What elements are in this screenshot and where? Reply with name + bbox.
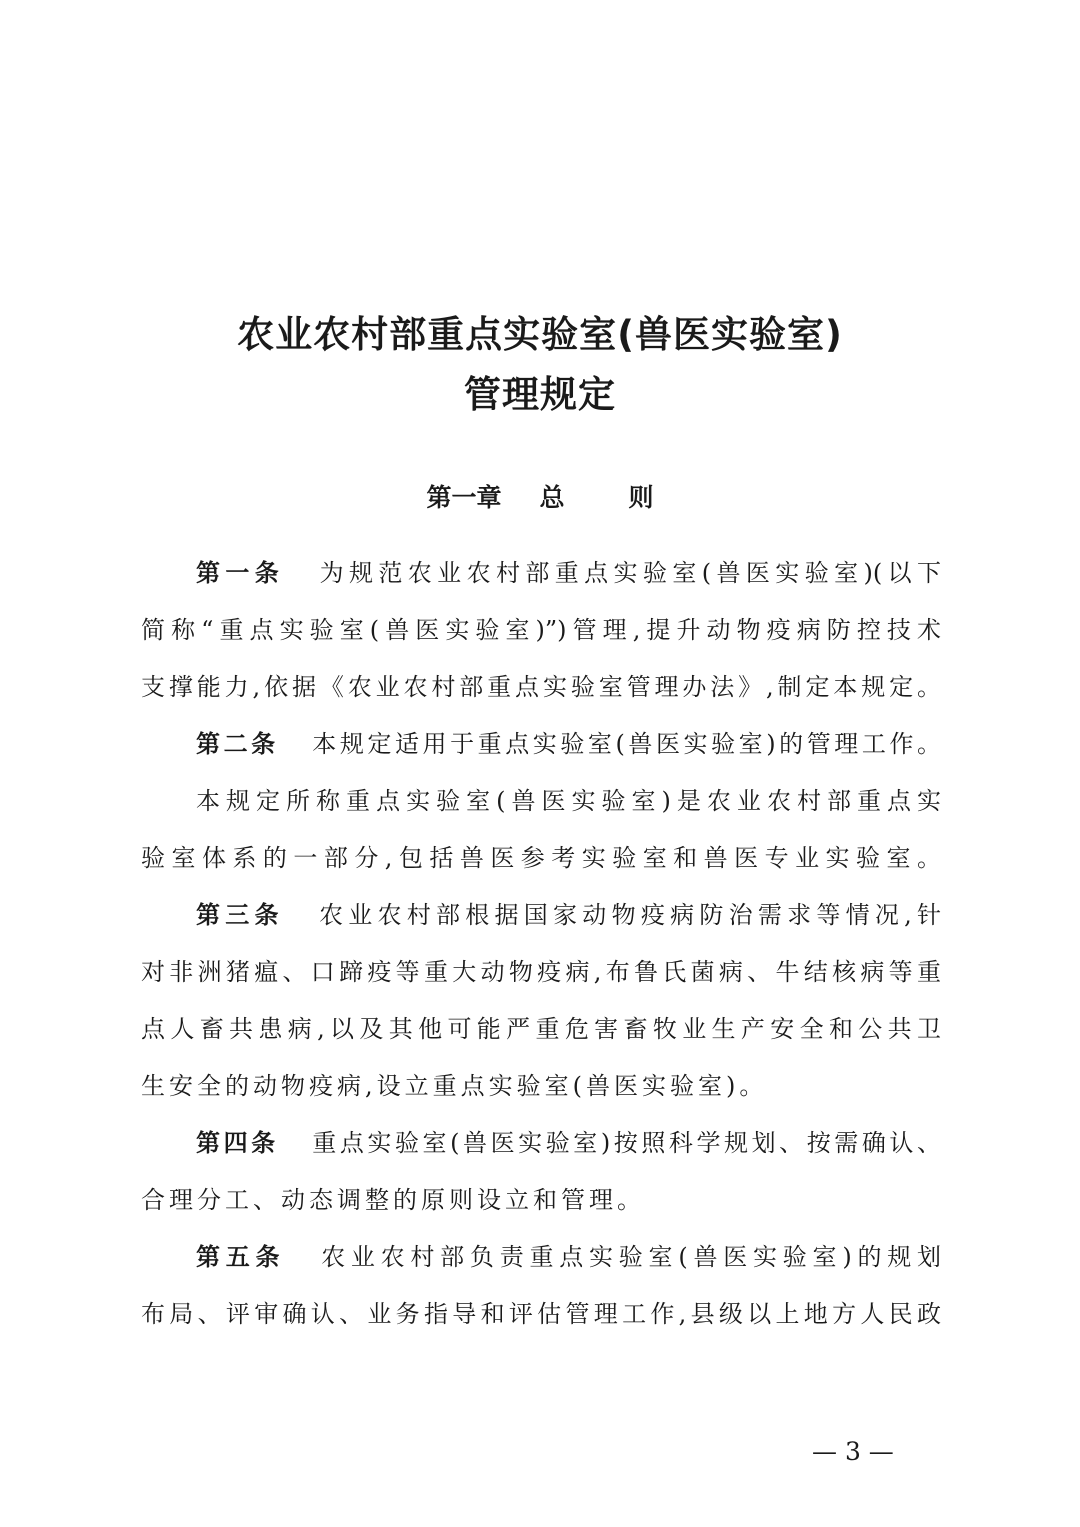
chapter-name-part1: 总	[539, 483, 565, 512]
article-2-paragraph-2-line-2: 验室体系的一部分,包括兽医参考实验室和兽医专业实验室。	[141, 844, 941, 872]
article-2-label: 第二条	[196, 730, 279, 758]
chapter-name-part2: 则	[628, 483, 654, 512]
page-number: — 3 —	[812, 1437, 894, 1466]
chapter-number: 第一章	[426, 483, 502, 512]
article-3-line-1: 第三条 农业农村部根据国家动物疫病防治需求等情况,针	[196, 901, 941, 929]
article-2-line-1: 第二条 本规定适用于重点实验室(兽医实验室)的管理工作。	[196, 730, 941, 758]
article-4-line-1: 第四条 重点实验室(兽医实验室)按照科学规划、按需确认、	[196, 1129, 941, 1157]
article-1-line-3: 支撑能力,依据《农业农村部重点实验室管理办法》,制定本规定。	[141, 673, 941, 701]
document-title-line2: 管理规定	[464, 373, 616, 416]
article-5-label: 第五条	[196, 1243, 286, 1271]
article-4-label: 第四条	[196, 1129, 279, 1157]
article-1-line-2: 简称“重点实验室(兽医实验室)”)管理,提升动物疫病防控技术	[141, 616, 941, 644]
article-2-paragraph-2-line-1: 本规定所称重点实验室(兽医实验室)是农业农村部重点实	[196, 787, 941, 815]
article-3-line-2: 对非洲猪瘟、口蹄疫等重大动物疫病,布鲁氏菌病、牛结核病等重	[141, 958, 941, 986]
article-5-line-1: 第五条 农业农村部负责重点实验室(兽医实验室)的规划	[196, 1243, 941, 1271]
article-1-label: 第一条	[196, 559, 285, 587]
article-4-line-2: 合理分工、动态调整的原则设立和管理。	[141, 1186, 645, 1214]
document-title-line1: 农业农村部重点实验室(兽医实验室)	[237, 313, 843, 356]
article-1-line-1: 第一条 为规范农业农村部重点实验室(兽医实验室)(以下	[196, 559, 941, 587]
article-5-line-2: 布局、评审确认、业务指导和评估管理工作,县级以上地方人民政	[141, 1300, 941, 1328]
article-3-line-4: 生安全的动物疫病,设立重点实验室(兽医实验室)。	[141, 1072, 768, 1100]
chapter-heading	[0, 478, 1080, 514]
article-3-label: 第三条	[196, 901, 284, 929]
article-3-line-3: 点人畜共患病,以及其他可能严重危害畜牧业生产安全和公共卫	[141, 1015, 941, 1043]
